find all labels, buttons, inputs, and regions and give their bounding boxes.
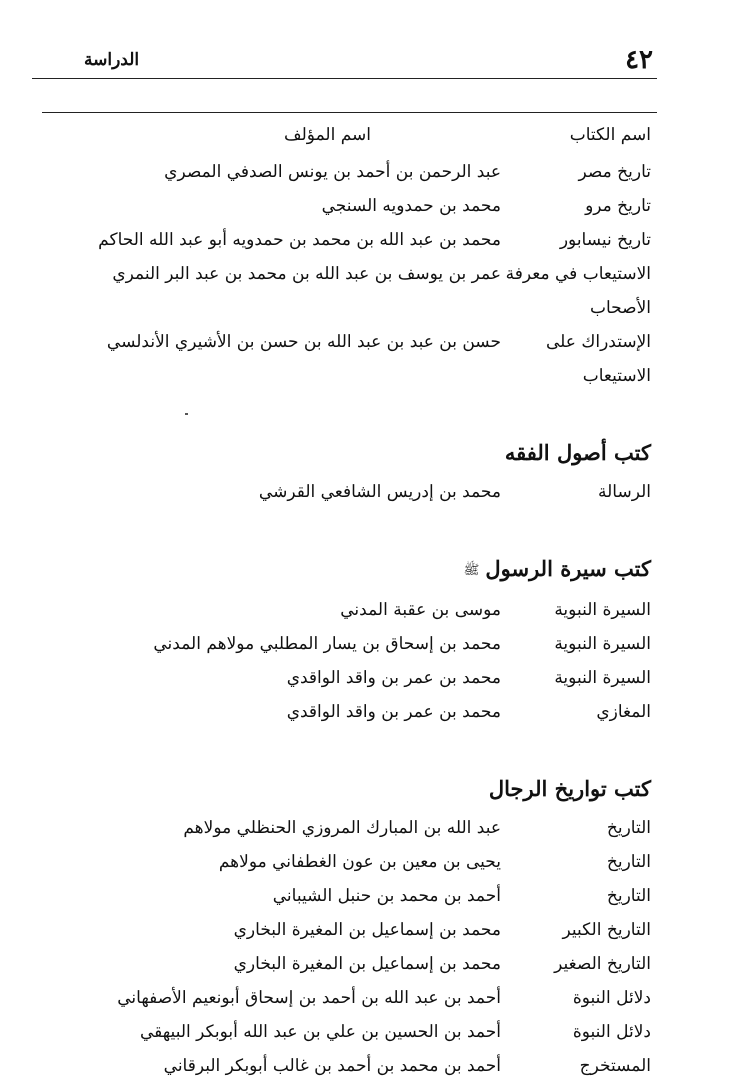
section-heading: [31, 767, 651, 811]
author-name: أحمد بن محمد بن أحمد بن غالب أبوبكر البرقاني: [163, 1055, 501, 1076]
book-title: التاريخ الكبير: [562, 919, 651, 940]
author-name: عمر بن يوسف بن عبد الله بن محمد بن عبد البر النمري: [112, 264, 501, 284]
section-heading: [31, 547, 651, 593]
section-heading-text: كتب سيرة الرسول: [485, 556, 651, 581]
author-name: موسى بن عقبة المدني: [340, 599, 501, 620]
table-row: [31, 257, 651, 325]
running-head: [84, 44, 657, 76]
book-title: دلائل النبوة: [572, 1021, 651, 1042]
book-title: المستخرج: [579, 1055, 651, 1076]
page-number: ٤٢: [625, 45, 653, 75]
table-row: [31, 1049, 651, 1083]
table-row: [31, 695, 651, 729]
author-name: محمد بن عبد الله بن محمد بن حمدويه أبو عبد الله الحاكم: [98, 230, 501, 250]
section-heading-text: كتب تواريخ الرجال: [488, 775, 651, 801]
running-title: الدراسة: [84, 50, 140, 70]
column-headers: [51, 120, 651, 150]
author-name: عبد الرحمن بن أحمد بن يونس الصدفي المصري: [164, 162, 501, 182]
table-row: [31, 223, 651, 257]
author-name: محمد بن حمدويه السنجي: [321, 196, 501, 216]
author-name: أحمد بن محمد بن حنبل الشيباني: [272, 885, 501, 906]
book-title: تاريخ نيسابور: [559, 230, 651, 250]
book-title: السيرة النبوية: [554, 667, 651, 688]
author-name: عبد الله بن المبارك المروزي الحنظلي مولاهم: [183, 817, 501, 838]
table-row: [31, 155, 651, 189]
table-row: [31, 189, 651, 223]
book-title: تاريخ مرو: [585, 196, 651, 216]
table-row: [31, 325, 651, 393]
section-spacer: [31, 729, 651, 763]
header-rule: [32, 78, 657, 79]
table-row: [31, 593, 651, 627]
section-spacer: [31, 509, 651, 543]
table-row: [31, 845, 651, 879]
book-title: التاريخ: [606, 851, 651, 872]
book-list: [31, 155, 651, 1083]
table-row: [31, 879, 651, 913]
author-name: محمد بن إدريس الشافعي القرشي: [258, 482, 501, 502]
author-name: حسن بن عبد بن عبد الله بن حسن بن الأشيري الأندلسي: [106, 332, 501, 352]
table-row: [31, 913, 651, 947]
book-title: السيرة النبوية: [554, 633, 651, 654]
book-title: الاستيعاب في معرفة الأصحاب: [505, 264, 651, 318]
author-name: محمد بن إسماعيل بن المغيرة البخاري: [233, 953, 501, 974]
book-title: تاريخ مصر: [578, 162, 651, 182]
book-title: المغازي: [596, 701, 651, 722]
section-heading-text: كتب أصول الفقه: [504, 440, 651, 465]
author-name: محمد بن عمر بن واقد الواقدي: [286, 667, 501, 688]
author-name: محمد بن عمر بن واقد الواقدي: [286, 701, 501, 722]
book-column-header: اسم الكتاب: [569, 125, 651, 145]
book-title: الإستدراك على الاستيعاب: [545, 332, 651, 386]
book-title: التاريخ: [606, 817, 651, 838]
book-title: السيرة النبوية: [554, 599, 651, 620]
honorific-symbol: ﷺ: [463, 562, 480, 578]
author-name: أحمد بن الحسين بن علي بن عبد الله أبوبكر البيهقي: [139, 1021, 501, 1042]
book-title: التاريخ: [606, 885, 651, 906]
table-row: [31, 661, 651, 695]
author-column-header: اسم المؤلف: [284, 125, 371, 145]
book-title: دلائل النبوة: [572, 987, 651, 1008]
author-name: محمد بن إسحاق بن يسار المطلبي مولاهم المدني: [153, 633, 501, 654]
section-heading: [31, 431, 651, 475]
table-top-rule: [42, 112, 657, 113]
table-row: [31, 475, 651, 509]
author-name: يحيى بن معين بن عون الغطفاني مولاهم: [218, 851, 501, 872]
book-title: الرسالة: [597, 482, 651, 502]
book-title: التاريخ الصغير: [554, 953, 651, 974]
table-row: [31, 627, 651, 661]
table-row: [31, 981, 651, 1015]
author-name: أحمد بن عبد الله بن أحمد بن إسحاق أبونعيم الأصفهاني: [117, 987, 501, 1008]
table-row: [31, 1015, 651, 1049]
table-row: [31, 947, 651, 981]
author-name: محمد بن إسماعيل بن المغيرة البخاري: [233, 919, 501, 940]
section-spacer: [31, 393, 651, 427]
table-row: [31, 811, 651, 845]
